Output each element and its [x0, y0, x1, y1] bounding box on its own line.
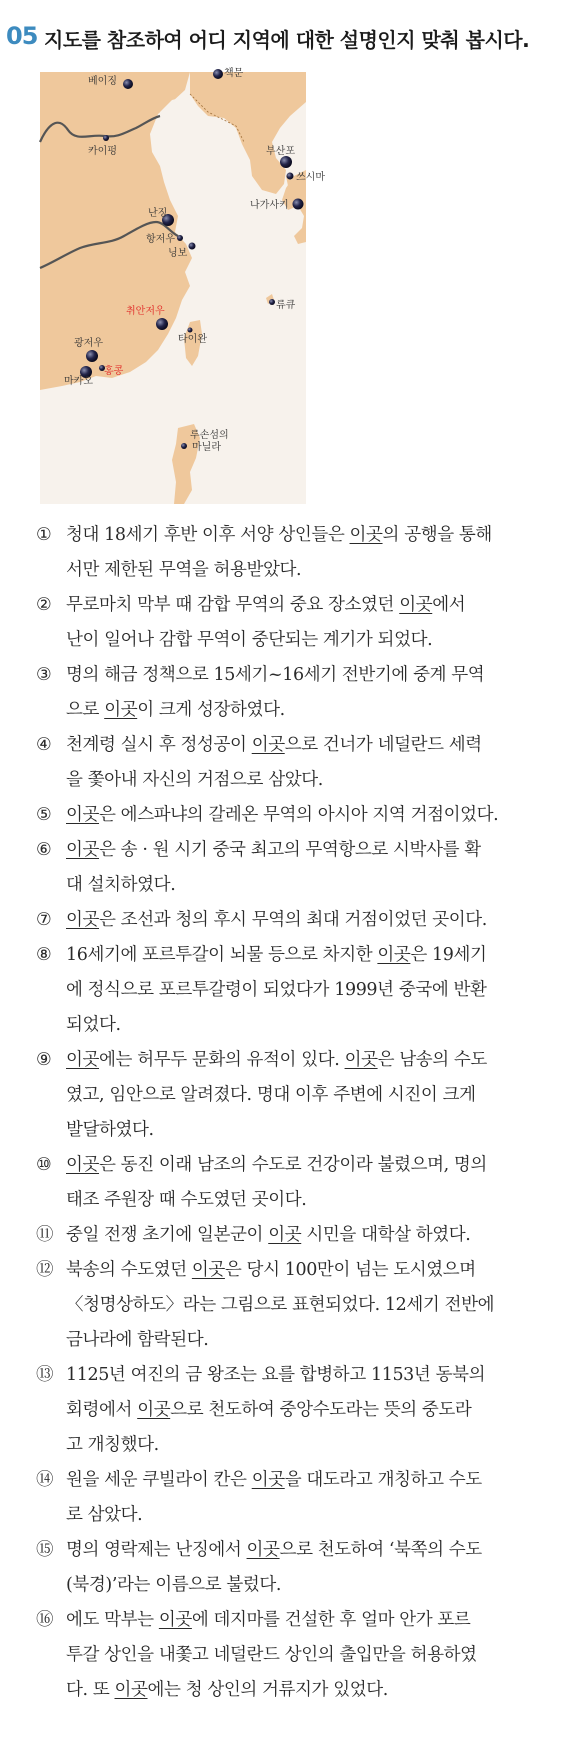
underlined-place: 이곳: [246, 1540, 280, 1560]
item-text: 천계령 실시 후 정성공이: [66, 735, 252, 755]
question-title: 지도를 참조하여 어디 지역에 대한 설명인지 맞춰 봅시다.: [44, 28, 530, 52]
label-luzon: 루손섬의: [190, 430, 229, 441]
question-item: [36, 833, 566, 903]
map-svg: [40, 68, 325, 504]
item-line: [66, 518, 566, 553]
item-number: ⑧: [36, 945, 52, 965]
underlined-place: 이곳: [104, 700, 138, 720]
item-text: 태조 주원장 때 수도였던 곳이다.: [66, 1190, 307, 1210]
item-text: 발달하였다.: [66, 1120, 154, 1140]
item-line: [66, 1603, 566, 1638]
question-item: [36, 1603, 566, 1708]
item-line: [66, 763, 566, 798]
item-text: 금나라에 함락된다.: [66, 1330, 209, 1350]
item-text: 에는 허무두 문화의 유적이 있다.: [99, 1050, 345, 1070]
item-line: [66, 868, 566, 903]
item-line: [66, 1148, 566, 1183]
tsushima-dot: [287, 173, 294, 180]
item-text: 은 조선과 청의 후시 무역의 최대 거점이었던 곳이다.: [99, 910, 487, 930]
question-number: 05: [6, 22, 38, 50]
item-number: ②: [36, 595, 52, 615]
nagasaki-dot: [293, 199, 304, 210]
item-text: 은 에스파냐의 갈레온 무역의 아시아 지역 거점이었다.: [99, 805, 499, 825]
label-macao: 마카오: [64, 376, 93, 387]
item-line: [66, 903, 566, 938]
item-text: 원을 세운 쿠빌라이 칸은: [66, 1470, 252, 1490]
item-number: ⑦: [36, 910, 52, 930]
question-item: [36, 1358, 566, 1463]
underlined-place: 이곳: [349, 525, 383, 545]
item-text: 은 19세기: [410, 945, 487, 965]
question-item: [36, 1253, 566, 1358]
item-text: 시민을 대학살 하였다.: [301, 1225, 471, 1245]
item-text: 16세기에 포르투갈이 뇌물 등으로 차지한: [66, 945, 378, 965]
item-line: [66, 1568, 566, 1603]
item-number: ④: [36, 735, 52, 755]
underlined-place: 이곳: [251, 735, 285, 755]
item-text: 으로 건너가 네덜란드 세력: [284, 735, 482, 755]
item-line: [66, 1638, 566, 1673]
item-line: [66, 1323, 566, 1358]
item-number: ⑭: [36, 1470, 54, 1490]
item-line: [66, 1428, 566, 1463]
item-text: 고 개칭했다.: [66, 1435, 159, 1455]
item-text: 였고, 임안으로 알려졌다. 명대 이후 주변에 시진이 크게: [66, 1085, 476, 1105]
item-text: 으로: [66, 700, 105, 720]
item-line: [66, 1393, 566, 1428]
item-number: ⑥: [36, 840, 52, 860]
question-item: [36, 1533, 566, 1603]
item-text: 에서: [432, 595, 466, 615]
item-number: ⑤: [36, 805, 52, 825]
item-line: [66, 1078, 566, 1113]
item-line: [66, 1463, 566, 1498]
item-line: [66, 553, 566, 588]
question-item: [36, 1218, 566, 1253]
guangzhou-dot: [86, 350, 98, 362]
item-number: ⑪: [36, 1225, 54, 1245]
underlined-place: 이곳: [399, 595, 433, 615]
label-ryukyu: 류큐: [276, 300, 296, 311]
item-text: 되었다.: [66, 1015, 121, 1035]
item-text: 으로 천도하여 중앙수도라는 뜻의 중도라: [170, 1400, 472, 1420]
item-text: 에 데지마를 건설한 후 얼마 안가 포르: [191, 1610, 471, 1630]
item-text: 은 당시 100만이 넘는 도시였으며: [224, 1260, 476, 1280]
item-text: 은 동진 이래 남조의 수도로 건강이라 불렸으며, 명의: [99, 1155, 487, 1175]
item-text: 무로마치 막부 때 감합 무역의 중요 장소였던: [66, 595, 400, 615]
item-text: 의 공행을 통해: [382, 525, 492, 545]
item-line: [66, 798, 566, 833]
underlined-place: 이곳: [66, 805, 100, 825]
item-line: [66, 1043, 566, 1078]
label-hangzhou: 항저우: [146, 234, 175, 245]
label-chaekmun: 책문: [224, 68, 244, 79]
manila-dot: [181, 443, 187, 449]
item-text: 명의 해금 정책으로 15세기~16세기 전반기에 중계 무역: [66, 665, 485, 685]
question-item: [36, 798, 566, 833]
item-line: [66, 1673, 566, 1708]
item-line: [66, 1218, 566, 1253]
item-text: 에는 청 상인의 거류지가 있었다.: [147, 1680, 388, 1700]
item-line: [66, 938, 566, 973]
item-line: [66, 1533, 566, 1568]
item-text: 난이 일어나 감합 무역이 중단되는 계기가 되었다.: [66, 630, 433, 650]
question-list: [36, 518, 566, 1708]
underlined-place: 이곳: [377, 945, 411, 965]
label-tsushima: 쓰시마: [296, 172, 325, 183]
question-item: [36, 1043, 566, 1148]
item-line: [66, 973, 566, 1008]
question-item: [36, 518, 566, 588]
item-number: ⑩: [36, 1155, 52, 1175]
item-line: [66, 1498, 566, 1533]
item-text: 이 크게 성장하였다.: [137, 700, 285, 720]
item-line: [66, 658, 566, 693]
item-number: ③: [36, 665, 52, 685]
busanpo-dot: [280, 156, 292, 168]
label-beijing: 베이징: [88, 76, 117, 87]
item-line: [66, 1113, 566, 1148]
item-text: 회령에서: [66, 1400, 138, 1420]
label-guangzhou: 광저우: [74, 338, 103, 349]
question-item: [36, 1463, 566, 1533]
underlined-place: 이곳: [66, 840, 100, 860]
east-asia-map: [40, 68, 325, 504]
item-text: 명의 영락제는 난징에서: [66, 1540, 247, 1560]
ryukyu-dot: [269, 299, 275, 305]
label-ningbo: 닝보: [168, 248, 188, 259]
item-text: 1125년 여진의 금 왕조는 요를 합병하고 1153년 동북의: [66, 1365, 486, 1385]
item-text: 중일 전쟁 초기에 일본군이: [66, 1225, 269, 1245]
question-item: [36, 1148, 566, 1218]
item-text: 다. 또: [66, 1680, 115, 1700]
label-hongkong: 홍콩: [104, 366, 124, 377]
item-line: [66, 1288, 566, 1323]
label-quanzhou: 취안저우: [126, 306, 165, 317]
label-nanjing: 난징: [148, 208, 168, 219]
item-text: 투갈 상인을 내쫓고 네덜란드 상인의 출입만을 허용하였: [66, 1645, 477, 1665]
item-line: [66, 1183, 566, 1218]
item-number: ⑫: [36, 1260, 54, 1280]
label-taiwan: 타이완: [178, 334, 207, 345]
question-item: [36, 658, 566, 728]
item-text: 으로 천도하여 ‘북쪽의 수도: [279, 1540, 482, 1560]
underlined-place: 이곳: [251, 1470, 285, 1490]
question-item: [36, 938, 566, 1043]
underlined-place: 이곳: [114, 1680, 148, 1700]
ningbo-dot: [189, 243, 196, 250]
item-text: 서만 제한된 무역을 허용받았다.: [66, 560, 302, 580]
taiwan-dot: [188, 328, 193, 333]
question-item: [36, 588, 566, 658]
item-text: 청대 18세기 후반 이후 서양 상인들은: [66, 525, 350, 545]
beijing-dot: [123, 79, 133, 89]
item-line: [66, 1358, 566, 1393]
item-number: ⑬: [36, 1365, 54, 1385]
item-line: [66, 588, 566, 623]
question-header: [0, 18, 582, 58]
label-nagasaki: 나가사키: [250, 200, 289, 211]
underlined-place: 이곳: [344, 1050, 378, 1070]
underlined-place: 이곳: [158, 1610, 192, 1630]
item-line: [66, 728, 566, 763]
item-number: ⑨: [36, 1050, 52, 1070]
item-text: 은 송 · 원 시기 중국 최고의 무역항으로 시박사를 확: [99, 840, 481, 860]
underlined-place: 이곳: [268, 1225, 302, 1245]
item-line: [66, 1253, 566, 1288]
item-line: [66, 1008, 566, 1043]
item-text: 을 대도라고 개칭하고 수도: [284, 1470, 482, 1490]
item-number: ⑮: [36, 1540, 54, 1560]
label-busanpo: 부산포: [266, 146, 295, 157]
item-line: [66, 833, 566, 868]
item-text: 〈청명상하도〉라는 그림으로 표현되었다. 12세기 전반에: [66, 1295, 495, 1315]
item-text: 에 정식으로 포르투갈령이 되었다가 1999년 중국에 반환: [66, 980, 487, 1000]
kaifeng-dot: [103, 135, 109, 141]
label-kaifeng: 카이펑: [88, 146, 117, 157]
quanzhou-dot: [156, 318, 168, 330]
item-text: 은 남송의 수도: [377, 1050, 487, 1070]
chaekmun-dot: [213, 69, 223, 79]
item-line: [66, 693, 566, 728]
question-item: [36, 728, 566, 798]
underlined-place: 이곳: [66, 910, 100, 930]
item-text: (북경)’라는 이름으로 불렀다.: [66, 1575, 282, 1595]
question-item: [36, 903, 566, 938]
underlined-place: 이곳: [66, 1050, 100, 1070]
underlined-place: 이곳: [191, 1260, 225, 1280]
label-manila: 마닐라: [192, 442, 221, 453]
hangzhou-dot: [177, 235, 183, 241]
item-text: 을 쫓아내 자신의 거점으로 삼았다.: [66, 770, 323, 790]
item-text: 로 삼았다.: [66, 1505, 143, 1525]
item-line: [66, 623, 566, 658]
item-text: 대 설치하였다.: [66, 875, 176, 895]
underlined-place: 이곳: [137, 1400, 171, 1420]
item-number: ⑯: [36, 1610, 54, 1630]
underlined-place: 이곳: [66, 1155, 100, 1175]
item-text: 에도 막부는: [66, 1610, 159, 1630]
item-number: ①: [36, 525, 52, 545]
item-text: 북송의 수도였던: [66, 1260, 192, 1280]
